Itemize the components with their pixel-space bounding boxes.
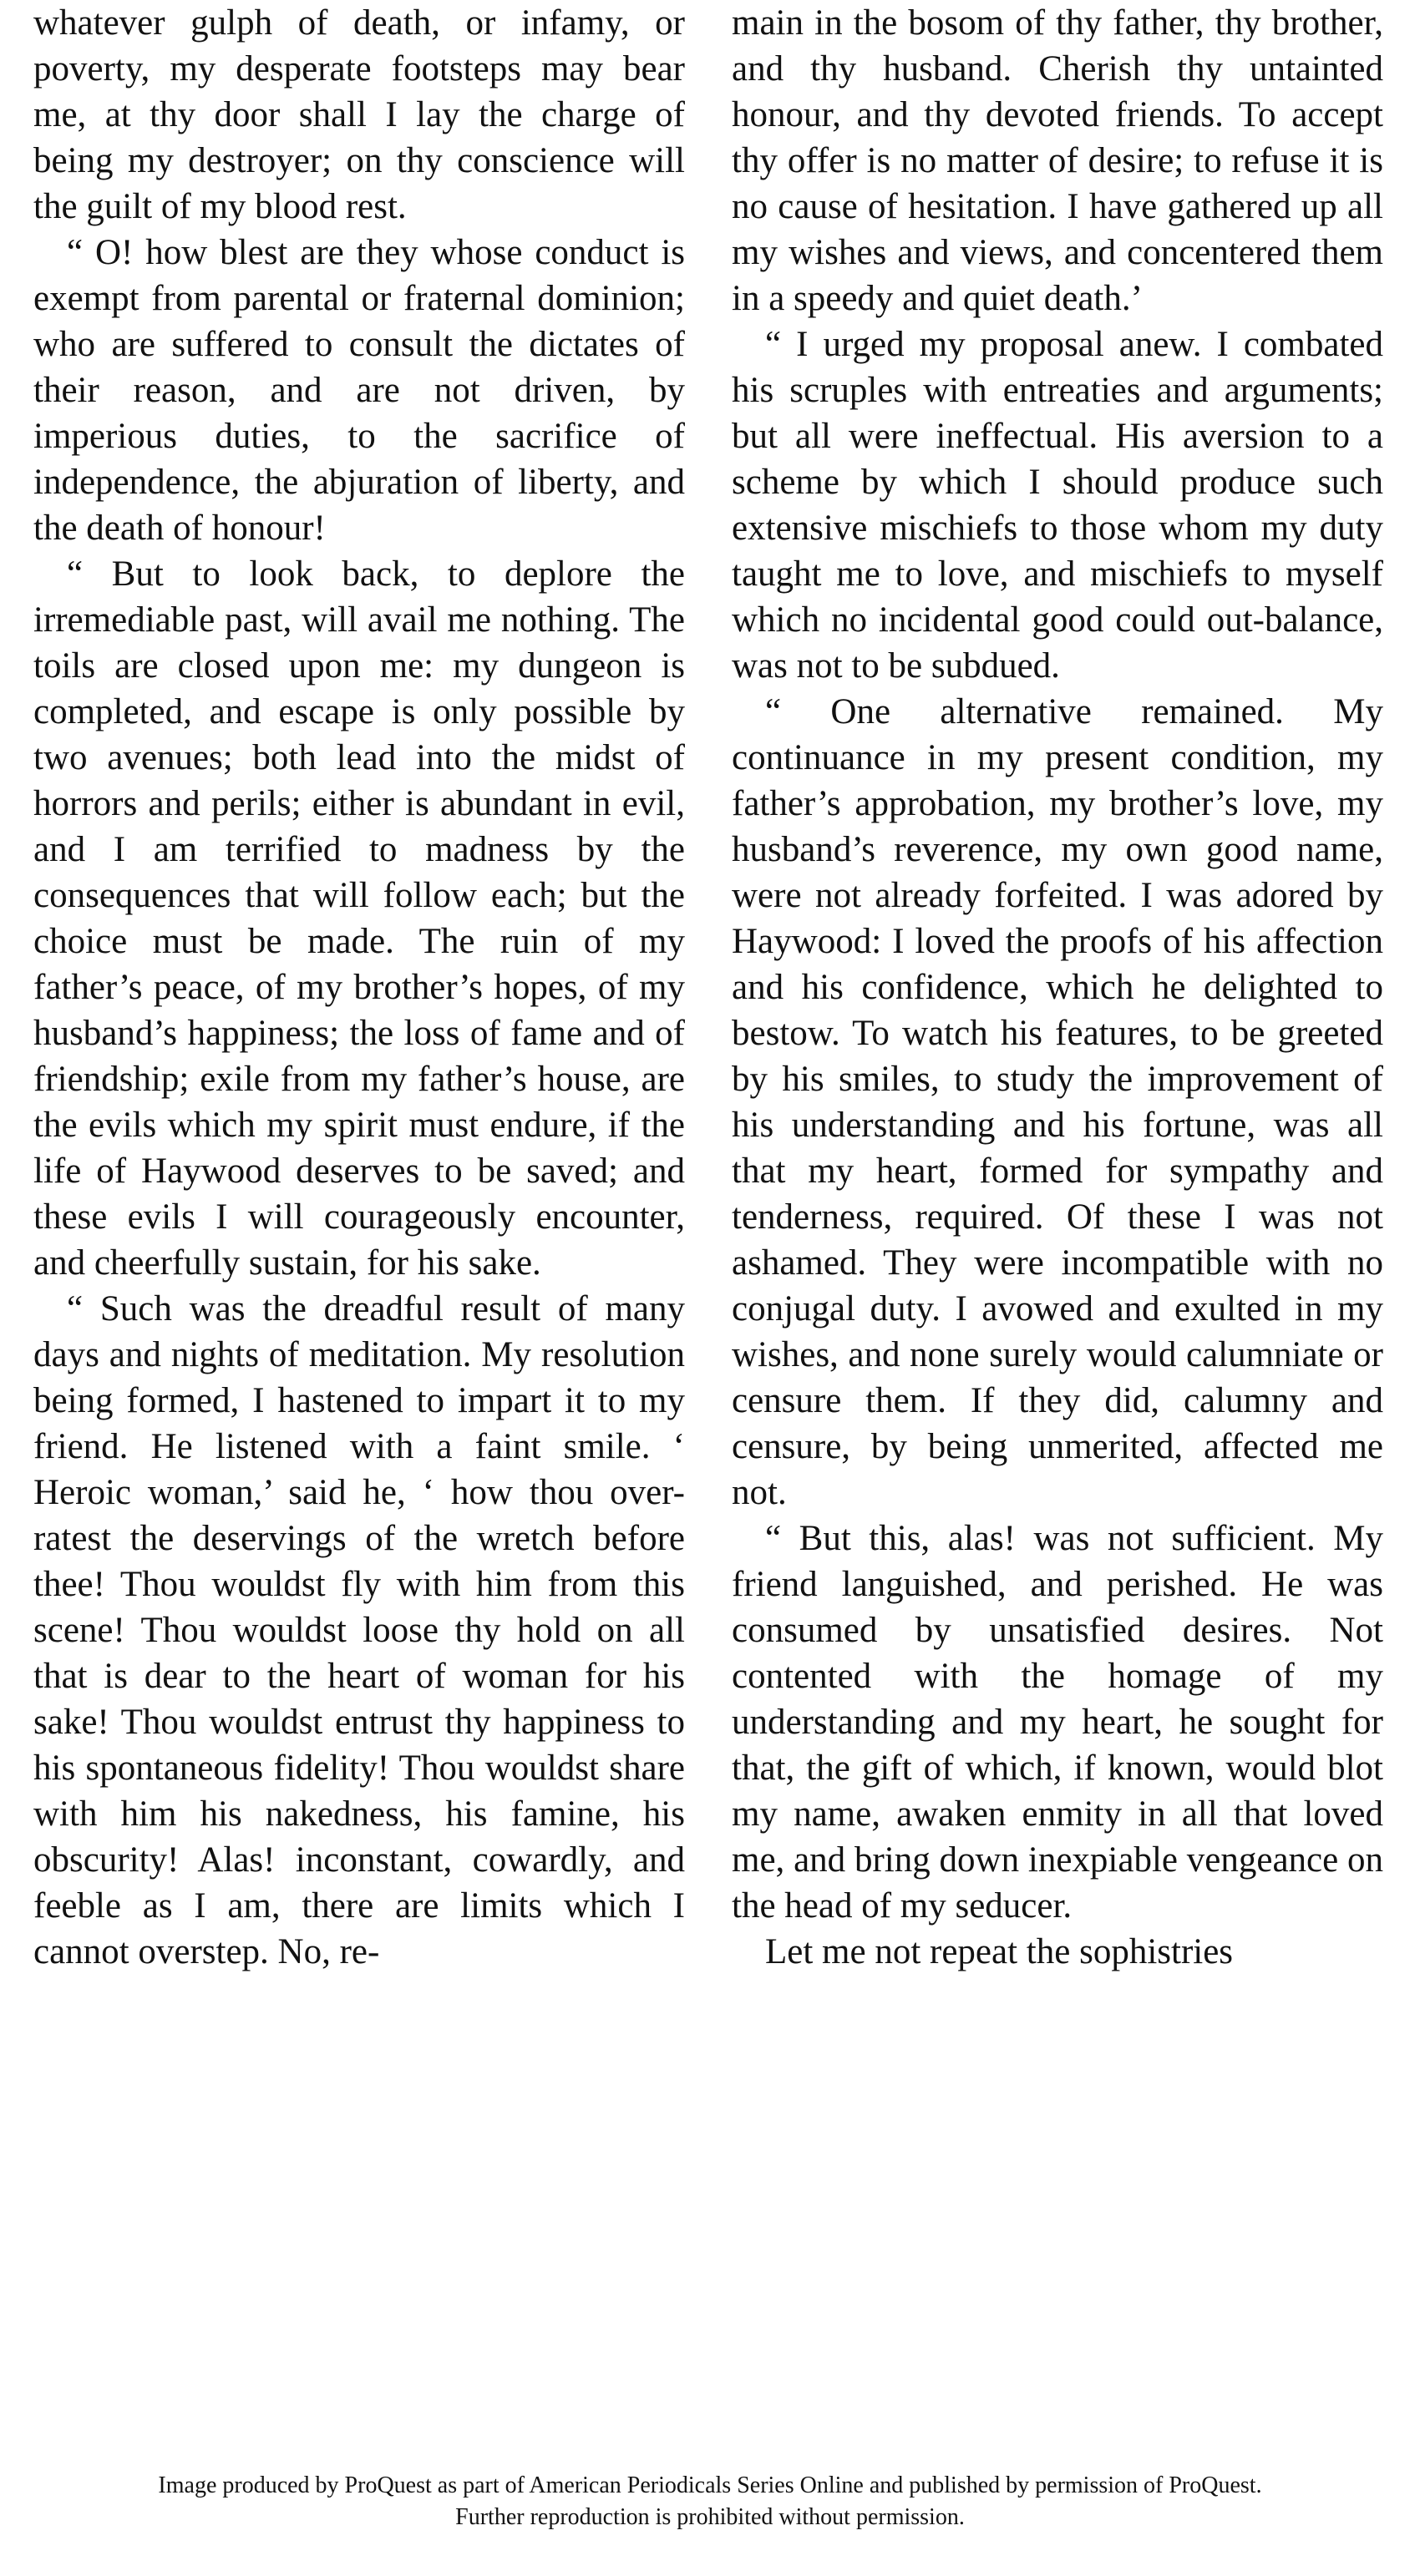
paragraph: whatever gulph of death, or infamy, or poverty, my desperate footsteps may bear me, at thy door shall I lay the charge of being my destroyer; on thy conscience will the guilt of my blood rest.: [33, 3, 685, 226]
paragraph: “ But to look back, to deplore the irremediable past, will avail me nothing. The toils are closed upon me: my dungeon is completed, and escape is only possible by two avenues; both lead into the midst of horrors and perils; either is abundant in evil, and I am terrified to madness by the consequences that will follow each; but the choice must be made. The ruin of my father’s peace, of my brother’s hopes, of my husband’s happiness; the loss of fame and of friendship; exile from my father’s house, are the evils which my spirit must endure, if the life of Haywood deserves to be saved; and these evils I will courageously encounter, and cheerfully sustain, for his sake.: [33, 554, 685, 1283]
paragraph: “ I urged my proposal anew. I combated his scruples with entreaties and arguments; but all were ineffectual. His aversion to a scheme by which I should produce such extensive mischiefs to those whom my duty taught me to love, and mischiefs to myself which no incidental good could out-balance, was not to be subdued.: [732, 325, 1383, 686]
paragraph: “ O! how blest are they whose conduct is exempt from parental or fraternal dominion; who are suffered to consult the dictates of their reason, and are not driven, by imperious duties, to the sacrifice of independence, the abjuration of liberty, and the death of honour!: [33, 233, 685, 548]
paragraph: main in the bosom of thy father, thy brother, and thy husband. Cherish thy untainted honour, and thy devoted friends. To accept thy offer is no matter of desire; to refuse it is no cause of hesitation. I have gathered up all my wishes and views, and concentered them in a speedy and quiet death.’: [732, 3, 1383, 318]
paragraph: Let me not repeat the sophistries: [765, 1932, 1234, 1971]
left-text-column: [33, 0, 685, 1975]
footer-line: Image produced by ProQuest as part of American Periodicals Series Online and published by permission of ProQuest.: [158, 2472, 1262, 2498]
copyright-footer: [0, 2470, 1420, 2533]
paragraph: “ But this, alas! was not sufficient. My friend languished, and perished. He was consumed by unsatisfied desires. Not contented with the homage of my understanding and my heart, he sought for that, the gift of which, if known, would blot my name, awaken enmity in all that loved me, and bring down inexpiable vengeance on the head of my seducer.: [732, 1519, 1383, 1926]
right-text-column: [732, 0, 1383, 1975]
paragraph: “ Such was the dreadful result of many days and nights of meditation. My resolution being formed, I hastened to impart it to my friend. He listened with a faint smile. ‘ Heroic woman,’ said he, ‘ how thou over-ratest the deservings of the wretch before thee! Thou wouldst fly with him from this scene! Thou wouldst loose thy hold on all that is dear to the heart of woman for his sake! Thou wouldst entrust thy happiness to his spontaneous fidelity! Thou wouldst share with him his nakedness, his famine, his obscurity! Alas! inconstant, cowardly, and feeble as I am, there are limits which I cannot overstep. No, re-: [33, 1289, 685, 1971]
paragraph: “ One alternative remained. My continuance in my present condition, my father’s approbation, my brother’s love, my husband’s reverence, my own good name, were not already forfeited. I was adored by Haywood: I loved the proofs of his affection and his confidence, which he delighted to bestow. To watch his features, to be greeted by his smiles, to study the improvement of his understanding and his fortune, was all that my heart, formed for sympathy and tenderness, required. Of these I was not ashamed. They were incompatible with no conjugal duty. I avowed and exulted in my wishes, and none surely would calumniate or censure them. If they did, calumny and censure, by being unmerited, affected me not.: [732, 692, 1383, 1512]
footer-line: Further reproduction is prohibited without permission.: [455, 2504, 965, 2530]
